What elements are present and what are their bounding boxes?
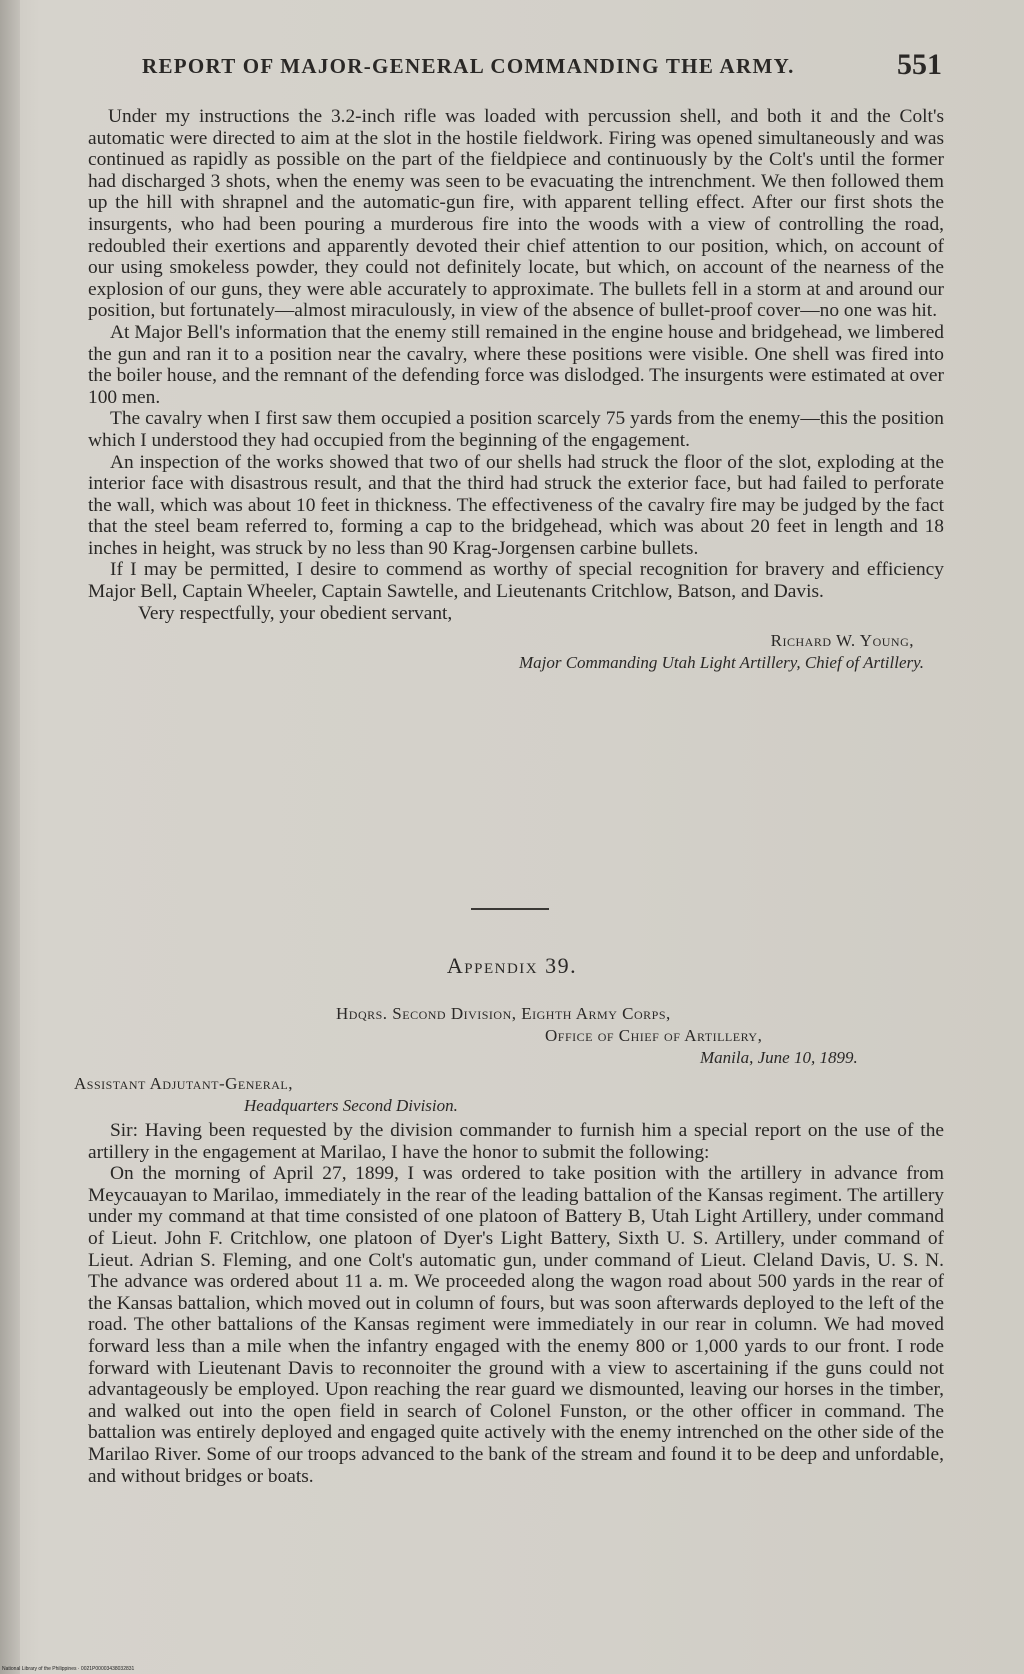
addressee (74, 1073, 458, 1117)
appendix-body (88, 1120, 944, 1487)
running-header (142, 48, 942, 81)
paragraph: If I may be permitted, I desire to commend as worthy of special recognition for bravery and efficiency Major Bell, Captain Wheeler, Captain Sawtelle, and Lieutenants Critchlow, Batson, and Davis. (88, 559, 944, 603)
addressee-line: Headquarters Second Division. (244, 1096, 458, 1115)
paragraph: At Major Bell's information that the enemy still remained in the engine house and bridgehead, we limbered the gun and ran it to a position near the cavalry, where these positions were visible. One shell was fired into the boiler house, and the remnant of the defending force was dislodged. The insurgents were estimated at over 100 men. (88, 321, 944, 408)
signature-title: Major Commanding Utah Light Artillery, Chief of Artillery. (518, 652, 924, 672)
closing-salutation: Very respectfully, your obedient servant, (138, 602, 453, 624)
header-title: REPORT OF MAJOR-GENERAL COMMANDING THE ARMY. (142, 54, 795, 78)
signature-name: Richard W. Young, (770, 631, 914, 651)
paragraph: Sir: Having been requested by the division commander to furnish him a special report on the use of the artillery in the engagement at Marilao, I have the honor to submit the following: (88, 1120, 944, 1163)
section-divider (471, 908, 549, 910)
heading-line: Office of Chief of Artillery, (545, 1026, 763, 1045)
page-binding (0, 0, 20, 1674)
heading-line: Hdqrs. Second Division, Eighth Army Corps, (336, 1004, 671, 1023)
scan-credit: National Library of the Philippines · 0021P00003438032831 (2, 1666, 135, 1672)
heading-date: Manila, June 10, 1899. (700, 1048, 858, 1067)
report-continuation (88, 106, 944, 673)
appendix-title: Appendix 39. (446, 953, 578, 978)
paragraph: On the morning of April 27, 1899, I was ordered to take position with the artillery in advance from Meycauayan to Marilao, immediately in the rear of the leading battalion of the Kansas regiment. The artillery under my command at that time consisted of one platoon of Battery B, Utah Light Artillery, under command of Lieut. John F. Critchlow, one platoon of Dyer's Light Battery, Sixth U. S. Artillery, under command of Lieut. Adrian S. Fleming, and one Colt's automatic gun, under command of Lieut. Cleland Davis, U. S. N. The advance was ordered about 11 a. m. We proceeded along the wagon road about 500 yards in the rear of the Kansas battalion, which moved out in column of fours, but was soon afterwards deployed to the left of the road. The other battalions of the Kansas regiment were immediately in our rear in column. We had moved forward less than a mile when the infantry engaged with the enemy 800 or 1,000 yards to our front. I rode forward with Lieutenant Davis to reconnoiter the ground with a view to ascertaining if the guns could not advantageously be employed. Upon reaching the rear guard we dismounted, leaving our horses in the timber, and walked out into the open field in search of Colonel Funston, or the other officer in command. The battalion was entirely deployed and engaged quite actively with the enemy intrenched on the other side of the Marilao River. Some of our troops advanced to the bank of the stream and found it to be deep and unfordable, and without bridges or boats. (88, 1163, 944, 1487)
paragraph: Under my instructions the 3.2-inch rifle was loaded with percussion shell, and both it and the Colt's automatic were directed to aim at the slot in the hostile fieldwork. Firing was opened simultaneously and was continued as rapidly as possible on the part of the fieldpiece and continuously by the Colt's until the former had discharged 3 shots, when the enemy was seen to be evacuating the intrenchment. We then followed them up the hill with shrapnel and the automatic-gun fire, with apparent telling effect. After our first shots the insurgents, who had been pouring a murderous fire into the woods with a view of controlling the road, redoubled their exertions and apparently devoted their chief attention to our position, which, on account of our using smokeless powder, they could not definitely locate, but which, on account of the nearness of the explosion of our guns, they were able accurately to approximate. The bullets fell in a storm at and around our position, but fortunately—almost miraculously, in view of the absence of bullet-proof cover—no one was hit. (88, 106, 944, 322)
addressee-line: Assistant Adjutant-General, (74, 1074, 293, 1093)
page-number: 551 (897, 48, 942, 81)
paragraph: An inspection of the works showed that two of our shells had struck the floor of the slot, exploding at the interior face with disastrous result, and that the third had struck the exterior face, but had failed to perforate the wall, which was about 10 feet in thickness. The effectiveness of the cavalry fire may be judged by the fact that the steel beam referred to, forming a cap to the bridgehead, which was about 20 feet in length and 18 inches in height, was struck by no less than 90 Krag-Jorgensen carbine bullets. (88, 451, 944, 559)
paragraph: The cavalry when I first saw them occupied a position scarcely 75 yards from the enemy—this the position which I understood they had occupied from the beginning of the engagement. (88, 408, 944, 451)
